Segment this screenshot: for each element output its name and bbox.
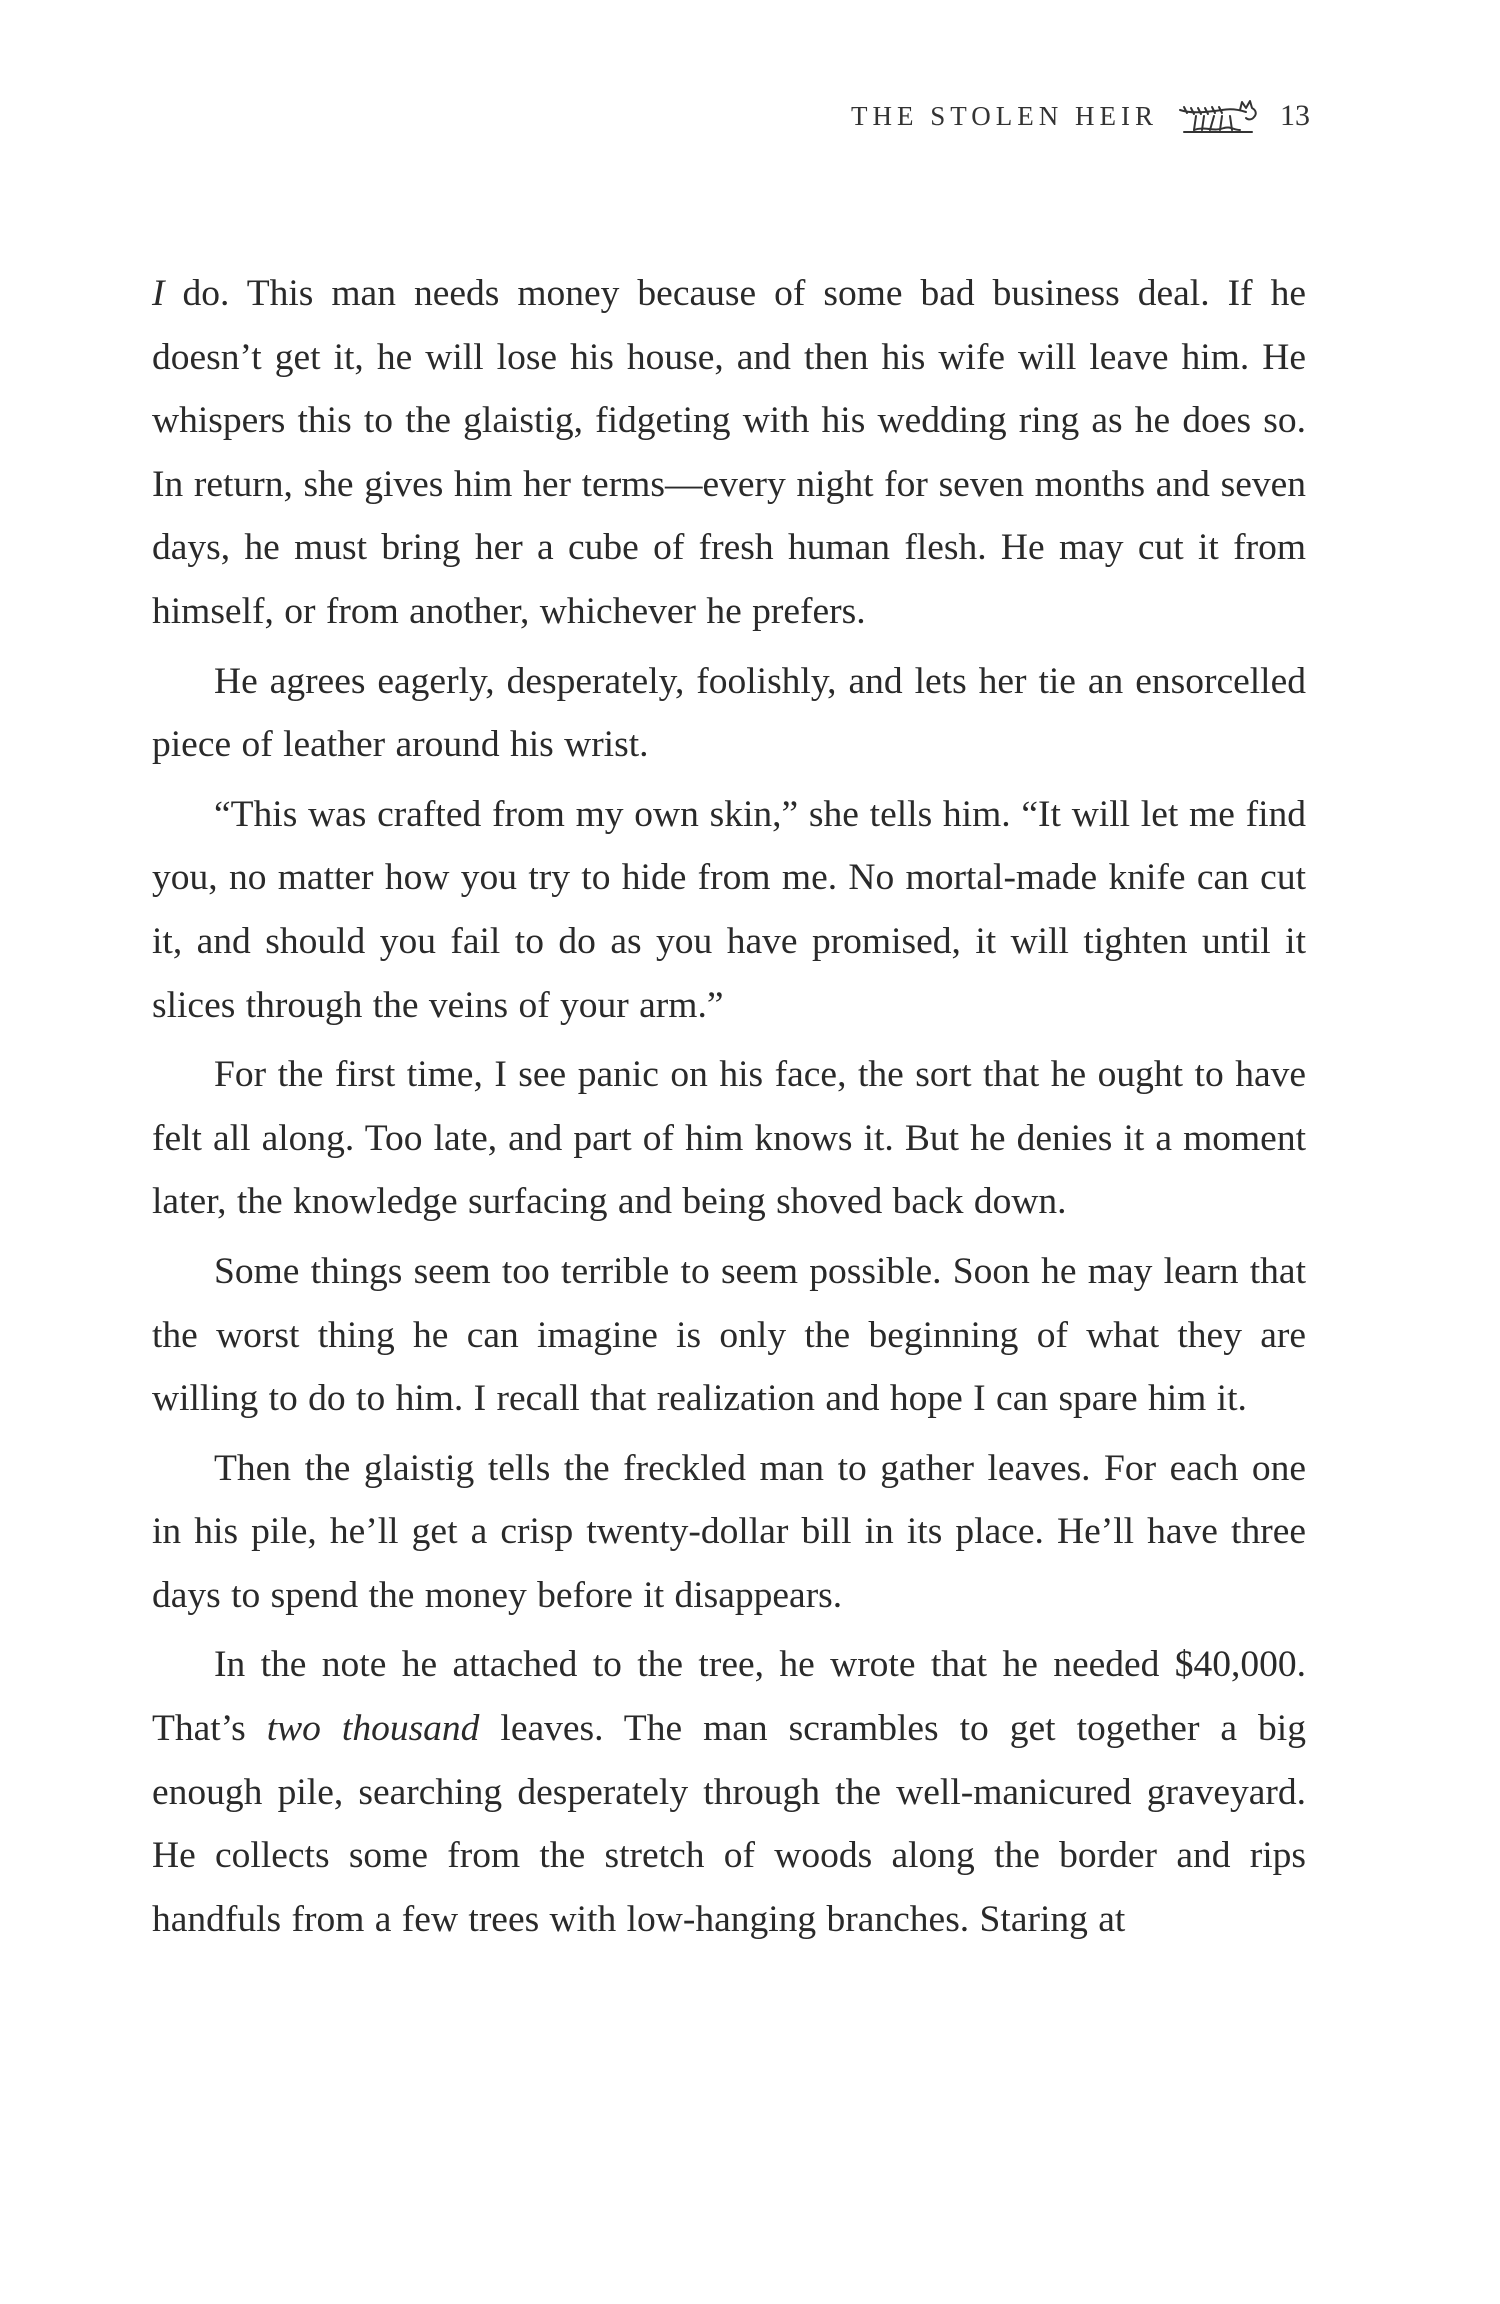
paragraph-1-text: do. This man needs money because of some bad business deal. If he doesn’t get it, he will lose his house, and then his wife will leave him. He whispers this to the glaistig, fidgeting with his wedding ring as he does so. In return, she gives him her terms—every night for seven months and seven days, he must bring her a cube of fresh human flesh. He may cut it from himself, or from another, whichever he prefers. xyxy=(152,273,1306,632)
paragraph-7-text-a: In the note he attached to the tree, he wrote that he needed $40,000. That’s xyxy=(152,1644,1306,1750)
paragraph-3: “This was crafted from my own skin,” she tells him. “It will let me find you, no matter how you try to hide from me. No mortal-made knife can cut it, and should you fail to do as you have promised, it will tighten until it slices through the veins of your arm.” xyxy=(152,793,1306,1026)
paragraph-4: For the first time, I see panic on his face, the sort that he ought to have felt all along. Too late, and part of him knows it. But he denies it a moment later, the knowledge surfacing and being shoved back down. xyxy=(152,1054,1306,1223)
running-title: THE STOLEN HEIR xyxy=(851,100,1158,131)
paragraph-1 xyxy=(152,262,1306,644)
paragraph-7-text-b: leaves. The man scrambles to get together a big enough pile, searching desperately through the well-manicured graveyard. He collects some from the stretch of woods along the border and rips handfuls from a few trees with low-hanging branches. Staring at xyxy=(152,1708,1306,1940)
body-text xyxy=(152,262,1306,1957)
page-number: 13 xyxy=(1280,99,1310,132)
paragraph-5: Some things seem too terrible to seem possible. Soon he may learn that the worst thing he can imagine is only the beginning of what they are willing to do to him. I recall that realization and hope I can spare him it. xyxy=(152,1250,1306,1420)
italic-lead: I xyxy=(152,273,165,314)
italic-two-thousand: two thousand xyxy=(266,1708,480,1750)
paragraph-7 xyxy=(152,1633,1306,1951)
fox-ornament-icon xyxy=(1174,96,1266,136)
paragraph-6: Then the glaistig tells the freckled man to gather leaves. For each one in his pile, he’ll get a crisp twenty-dollar bill in its place. He’ll have three days to spend the money before it disappears. xyxy=(152,1447,1306,1616)
running-head xyxy=(851,96,1310,136)
paragraph-2: He agrees eagerly, desperately, foolishly, and lets her tie an ensorcelled piece of leather around his wrist. xyxy=(152,660,1306,766)
